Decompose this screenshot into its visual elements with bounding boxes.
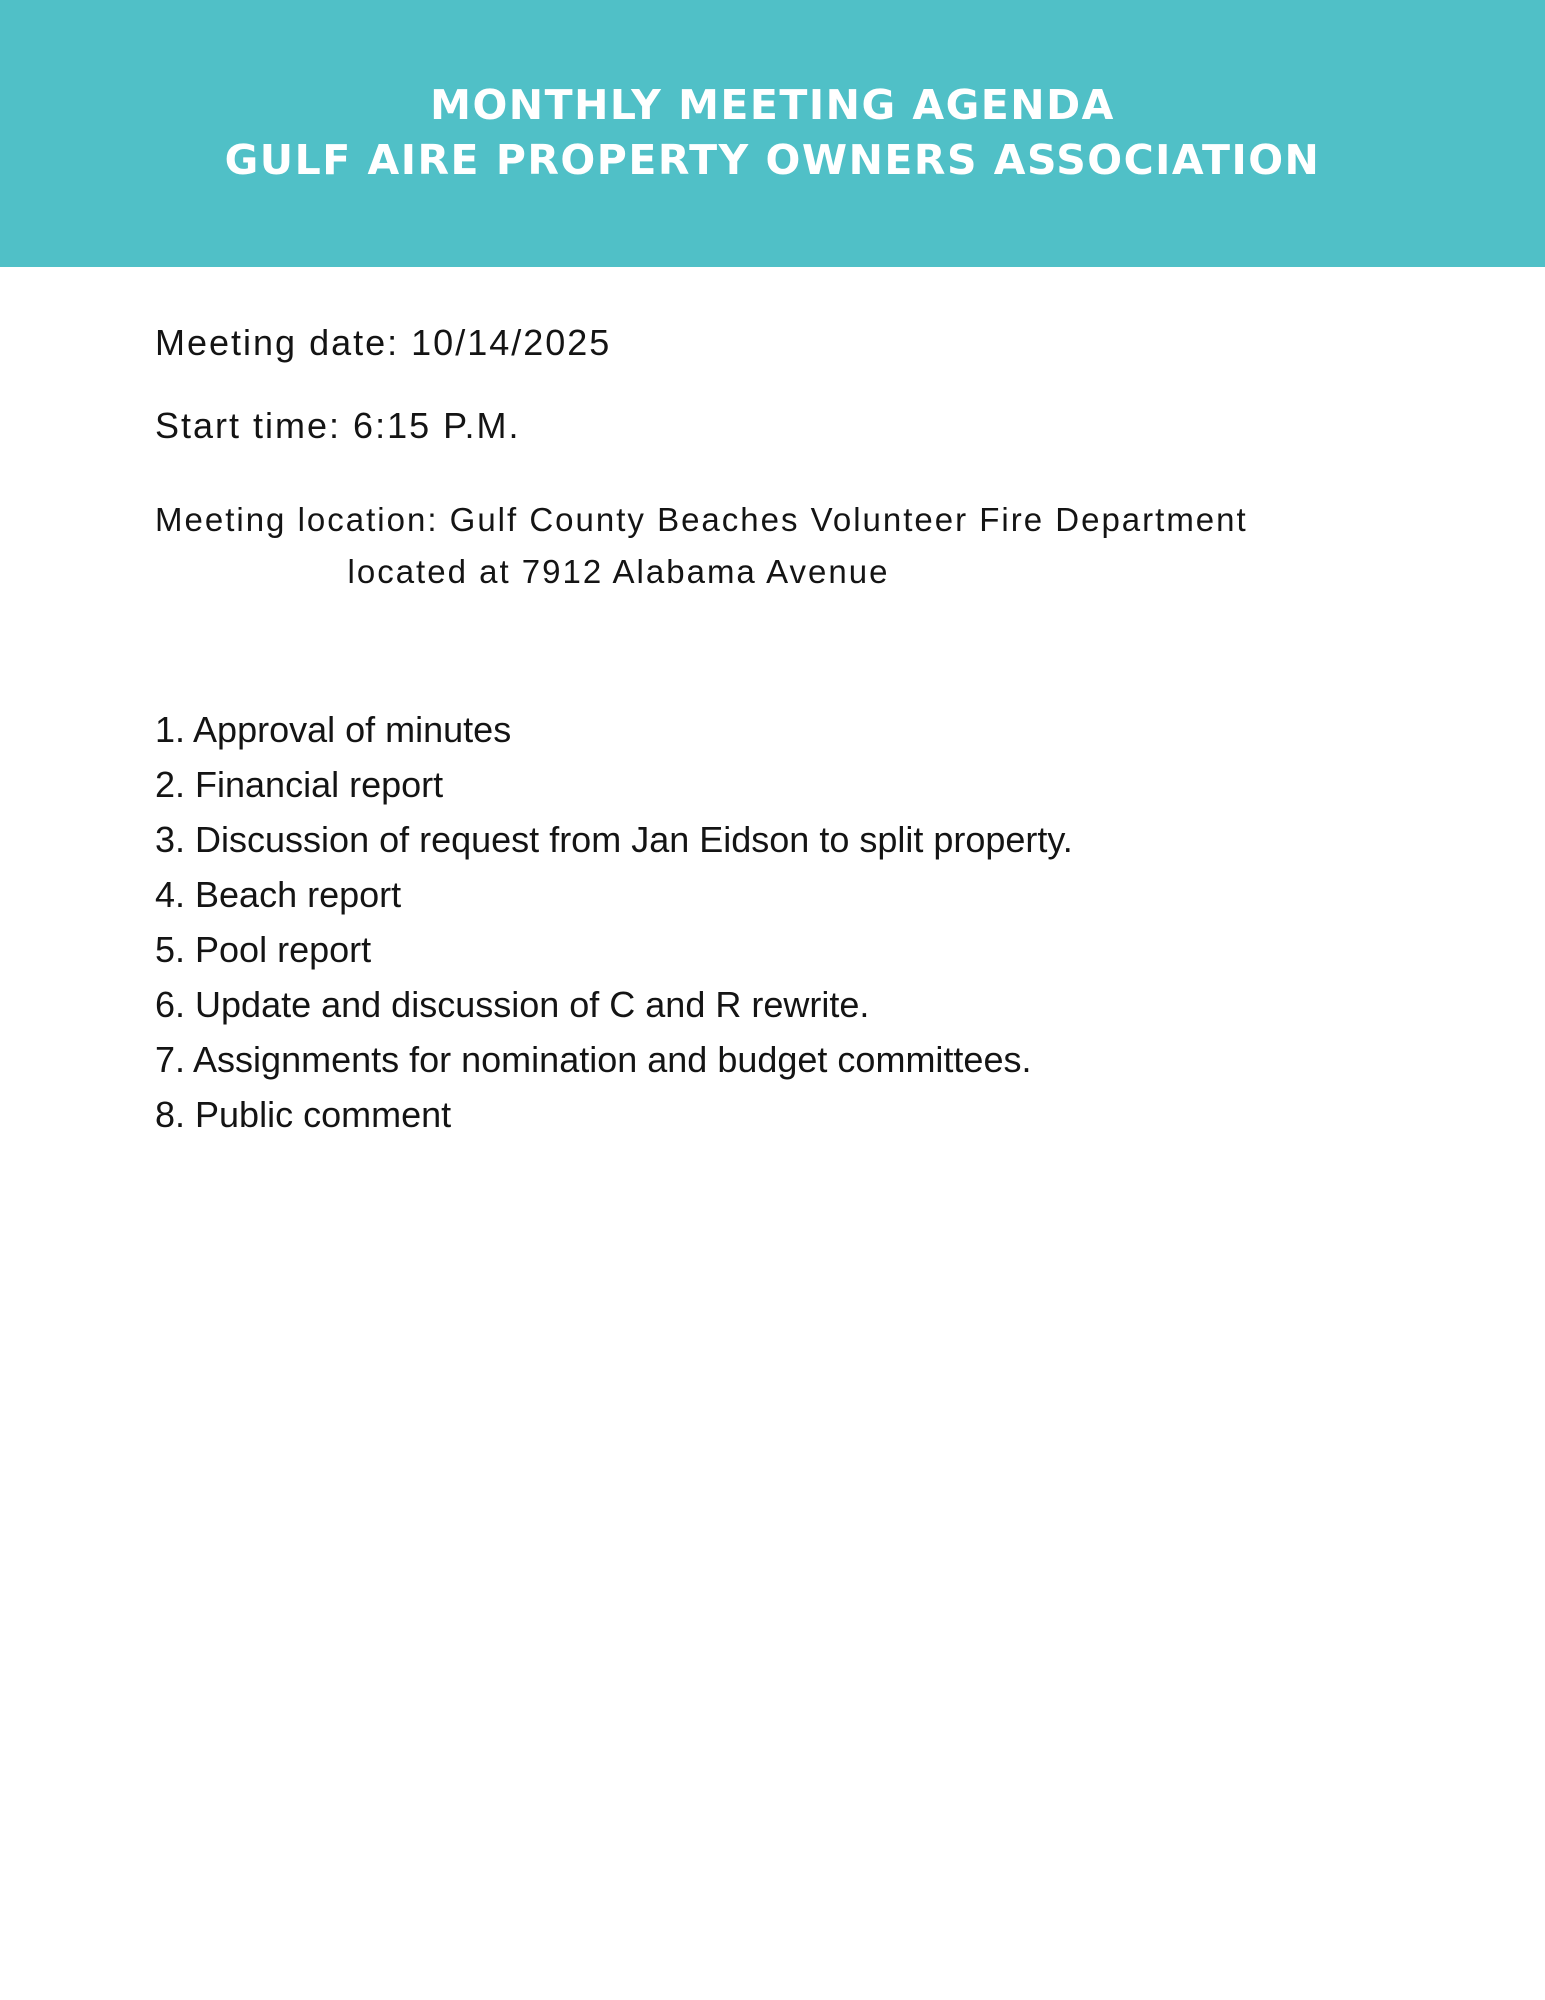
- agenda-item: 2. Financial report: [155, 764, 444, 805]
- start-time: Start time: 6:15 P.M.: [155, 405, 521, 446]
- location-line-2: located at 7912 Alabama Avenue: [347, 553, 890, 590]
- agenda-item: 1. Approval of minutes: [155, 709, 512, 750]
- location-line-1: Meeting location: Gulf County Beaches Volunteer Fire Department: [155, 501, 1248, 538]
- agenda-item: 8. Public comment: [155, 1094, 452, 1135]
- meeting-date: Meeting date: 10/14/2025: [155, 322, 612, 363]
- agenda-item: 4. Beach report: [155, 874, 402, 915]
- header-banner: [0, 0, 1545, 267]
- agenda-title: MONTHLY MEETING AGENDA: [430, 81, 1115, 129]
- agenda-item: 3. Discussion of request from Jan Eidson to split property.: [155, 819, 1073, 860]
- association-name: GULF AIRE PROPERTY OWNERS ASSOCIATION: [224, 136, 1321, 184]
- agenda-item: 6. Update and discussion of C and R rewrite.: [155, 984, 870, 1025]
- agenda-list: [155, 702, 1073, 1142]
- meeting-location: [155, 494, 1345, 598]
- agenda-item: 5. Pool report: [155, 929, 372, 970]
- agenda-item: 7. Assignments for nomination and budget committees.: [155, 1039, 1032, 1080]
